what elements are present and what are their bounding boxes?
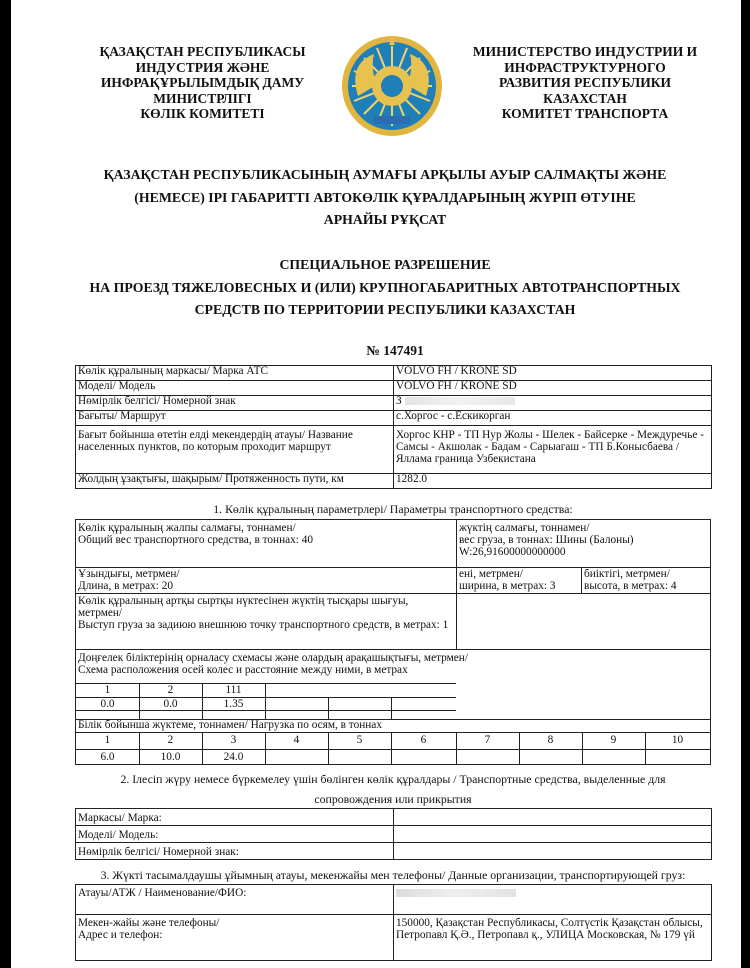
redacted-blur bbox=[396, 889, 516, 897]
length-cell bbox=[76, 569, 455, 593]
width-ru: ширина, в метрах: 3 bbox=[459, 579, 556, 592]
table-row bbox=[76, 381, 712, 396]
header-line: ИНДУСТРИЯ ЖӘНЕ bbox=[135, 59, 270, 75]
axle-load-index: 7 bbox=[484, 734, 491, 746]
axle-scheme-value: 0.0 bbox=[100, 698, 115, 710]
axle-load-value: 6.0 bbox=[100, 751, 115, 763]
title-line: СПЕЦИАЛЬНОЕ РАЗРЕШЕНИЕ bbox=[279, 257, 491, 272]
axle-load-label: Білік бойынша жүктеме, тоннамен/ Нагрузка по осям, в тоннах bbox=[78, 720, 382, 731]
row-label: Көлік құралының маркасы/ Марка АТС bbox=[76, 366, 394, 381]
table-row bbox=[76, 885, 712, 915]
address-label-ru: Адрес и телефон: bbox=[78, 928, 163, 941]
row-value bbox=[394, 809, 712, 826]
axle-load-value: 24.0 bbox=[223, 751, 244, 763]
table-row bbox=[76, 809, 712, 826]
permit-title-ru bbox=[40, 254, 730, 322]
axle-load-index: 8 bbox=[547, 734, 554, 746]
grid-line bbox=[76, 649, 710, 650]
axle-scheme-label bbox=[76, 653, 710, 677]
row-value: Хоргос КНР - ТП Нур Жолы - Шелек - Байсерке - Междуречье - Самсы - Акшолак - Бадам - Сарыагаш - ТП Б.Конысбаева / Яллама граница Узбекистана bbox=[394, 426, 712, 474]
axle-scheme-ru: Схема расположения осей колес и расстояние между ними, в метрах bbox=[78, 663, 408, 676]
table-row bbox=[76, 411, 712, 426]
section2-heading-line2: сопровождения или прикрытия bbox=[314, 792, 472, 806]
row-label: Жолдың ұзақтығы, шақырым/ Протяженность пути, км bbox=[76, 474, 394, 489]
header-line: ҚАЗАҚСТАН РЕСПУБЛИКАСЫ bbox=[99, 44, 306, 59]
overhang-kz: Көлік құралының артқы сыртқы нүктесінен жүктің тысқары шығуы, метрмен/ bbox=[78, 596, 409, 619]
row-value bbox=[394, 396, 712, 411]
grid-line bbox=[76, 593, 710, 594]
title-line: АРНАЙЫ РҰҚСАТ bbox=[323, 212, 447, 227]
axle-scheme-index: 2 bbox=[167, 684, 174, 696]
row-label: Нөмірлік белгісі/ Номерной знак: bbox=[76, 843, 394, 860]
grid-line bbox=[265, 683, 266, 719]
right-border-frame bbox=[741, 0, 750, 968]
row-label: Атауы/АТЖ / Наименование/ФИО: bbox=[76, 885, 394, 915]
state-emblem-icon bbox=[340, 34, 444, 138]
vehicle-info-table bbox=[75, 365, 712, 489]
total-weight-cell bbox=[76, 523, 455, 547]
title-line: (НЕМЕСЕ) ІРІ ГАБАРИТТІ АВТОКӨЛІК ҚҰРАЛДАРЫНЫҢ ЖҮРІП ӨТУІНЕ bbox=[134, 189, 636, 205]
height-ru: высота, в метрах: 4 bbox=[584, 579, 677, 592]
section3-heading: 3. Жүкті тасымалдаушы ұйымның атауы, мекенжайы мен телефоны/ Данные организации, транспортирующей груз: bbox=[100, 868, 686, 882]
axle-scheme-index: 1 bbox=[104, 684, 111, 696]
row-label: Моделі/ Модель: bbox=[76, 826, 394, 843]
carrier-info-table bbox=[75, 884, 712, 961]
header-left-kz bbox=[80, 44, 325, 122]
address-label-kz: Мекен-жайы және телефоны/ bbox=[78, 917, 220, 929]
axle-load-index: 1 bbox=[104, 734, 111, 746]
table-row bbox=[76, 366, 712, 381]
header-line: МИНИСТРЛІГІ bbox=[153, 90, 252, 106]
axle-load-index: 6 bbox=[420, 734, 427, 746]
height-cell bbox=[582, 569, 712, 593]
header-right-ru bbox=[454, 44, 716, 122]
header-line: КАЗАХСТАН bbox=[543, 90, 627, 106]
row-value bbox=[394, 885, 712, 915]
axle-load-index: 4 bbox=[293, 734, 300, 746]
total-weight-ru: Общий вес транспортного средства, в тоннах: 40 bbox=[78, 533, 314, 546]
row-value: VOLVO FH / KRONE SD bbox=[394, 366, 712, 381]
header-line: КОМИТЕТ ТРАНСПОРТА bbox=[501, 106, 669, 121]
left-border-frame bbox=[0, 0, 11, 968]
permit-number: № 147491 bbox=[366, 343, 424, 358]
row-label: Маркасы/ Марка: bbox=[76, 809, 394, 826]
row-value: с.Хоргос - с.Ескикорган bbox=[394, 411, 712, 426]
axle-load-index: 3 bbox=[230, 734, 237, 746]
title-line: ҚАЗАҚСТАН РЕСПУБЛИКАСЫНЫҢ АУМАҒЫ АРҚЫЛЫ АУЫР САЛМАҚТЫ ЖӘНЕ bbox=[103, 167, 667, 182]
width-cell bbox=[457, 569, 581, 593]
table-row bbox=[76, 396, 712, 411]
grid-line bbox=[76, 749, 710, 750]
cargo-weight-cell bbox=[457, 523, 711, 558]
row-value: VOLVO FH / KRONE SD bbox=[394, 381, 712, 396]
overhang-cell bbox=[76, 596, 455, 631]
width-kz: ені, метрмен/ bbox=[459, 569, 523, 580]
permit-title-kz bbox=[40, 164, 730, 232]
table-row bbox=[76, 474, 712, 489]
axle-load-index: 9 bbox=[610, 734, 617, 746]
cargo-weight-value: W:26,91600000000000 bbox=[459, 545, 566, 558]
table-row bbox=[76, 843, 712, 860]
table-row bbox=[76, 426, 712, 474]
total-weight-kz: Көлік құралының жалпы салмағы, тоннамен/ bbox=[78, 523, 296, 534]
axle-load-value: 10.0 bbox=[160, 751, 181, 763]
row-value: 150000, Қазақстан Республикасы, Солтүстік Қазақстан облысы, Петропавл Қ.Ә., Петропавл қ., УЛИЦА Московская, № 179 үй bbox=[394, 915, 712, 961]
length-ru: Длина, в метрах: 20 bbox=[78, 579, 174, 592]
header-line: МИНИСТЕРСТВО ИНДУСТРИИ И bbox=[472, 44, 698, 59]
row-label: Бағыты/ Маршрут bbox=[76, 411, 394, 426]
axle-load-index: 10 bbox=[671, 734, 684, 746]
cargo-weight-kz: жүктің салмағы, тоннамен/ bbox=[459, 523, 590, 534]
grid-line bbox=[76, 710, 456, 711]
table-row bbox=[76, 826, 712, 843]
grid-line bbox=[391, 697, 392, 719]
header-line: РАЗВИТИЯ РЕСПУБЛИКИ bbox=[498, 75, 672, 90]
grid-line bbox=[76, 732, 710, 733]
title-line: НА ПРОЕЗД ТЯЖЕЛОВЕСНЫХ И (ИЛИ) КРУПНОГАБАРИТНЫХ АВТОТРАНСПОРТНЫХ bbox=[89, 279, 681, 295]
overhang-ru: Выступ груза за задиюю внешнюю точку транспортного средств, в метрах: 1 bbox=[78, 618, 449, 631]
axle-load-index: 5 bbox=[356, 734, 363, 746]
escort-vehicles-table bbox=[75, 808, 712, 860]
height-kz: биіктігі, метрмен/ bbox=[584, 569, 670, 580]
header-line: КӨЛІК КОМИТЕТІ bbox=[140, 106, 265, 121]
grid-line bbox=[76, 567, 710, 568]
axle-scheme-value: 1.35 bbox=[223, 698, 244, 710]
cargo-weight-ru: вес груза, в тоннах: Шины (Балоны) bbox=[459, 533, 634, 546]
row-value bbox=[394, 826, 712, 843]
vehicle-parameters-grid bbox=[75, 519, 711, 765]
row-value bbox=[394, 843, 712, 860]
row-label: Моделі/ Модель bbox=[76, 381, 394, 396]
axle-scheme-kz: Доңғелек біліктерінің орналасу схемасы және олардың арақашықтығы, метрмен/ bbox=[78, 653, 468, 664]
section2-heading-line1: 2. Ілесіп жүру немесе бүркемелеу үшін бөлінген көлік құралдары / Транспортные средства, выделенные для bbox=[120, 772, 666, 786]
section1-heading: 1. Көлік құралының параметрлері/ Параметры транспортного средства: bbox=[213, 502, 573, 516]
title-line: СРЕДСТВ ПО ТЕРРИТОРИИ РЕСПУБЛИКИ КАЗАХСТАН bbox=[194, 302, 576, 317]
axle-scheme-index: 111 bbox=[225, 684, 242, 696]
header-line: ИНФРАҚҰРЫЛЫМДЫҚ ДАМУ bbox=[100, 75, 305, 90]
row-value: 1282.0 bbox=[394, 474, 712, 489]
axle-scheme-value: 0.0 bbox=[163, 698, 178, 710]
table-row bbox=[76, 915, 712, 961]
axle-load-index: 2 bbox=[167, 734, 174, 746]
length-kz: Ұзындығы, метрмен/ bbox=[78, 569, 180, 580]
header-line: ИНФРАСТРУКТУРНОГО bbox=[504, 59, 666, 75]
row-label: Бағыт бойынша өтетін елді мекендердің атауы/ Название населенных пунктов, по которым проходит маршрут bbox=[76, 426, 394, 474]
plate-number-value: З bbox=[396, 395, 402, 407]
redacted-blur bbox=[405, 397, 515, 405]
grid-line bbox=[328, 697, 329, 719]
row-label bbox=[76, 915, 394, 961]
row-label: Нөмірлік белгісі/ Номерной знак bbox=[76, 396, 394, 411]
